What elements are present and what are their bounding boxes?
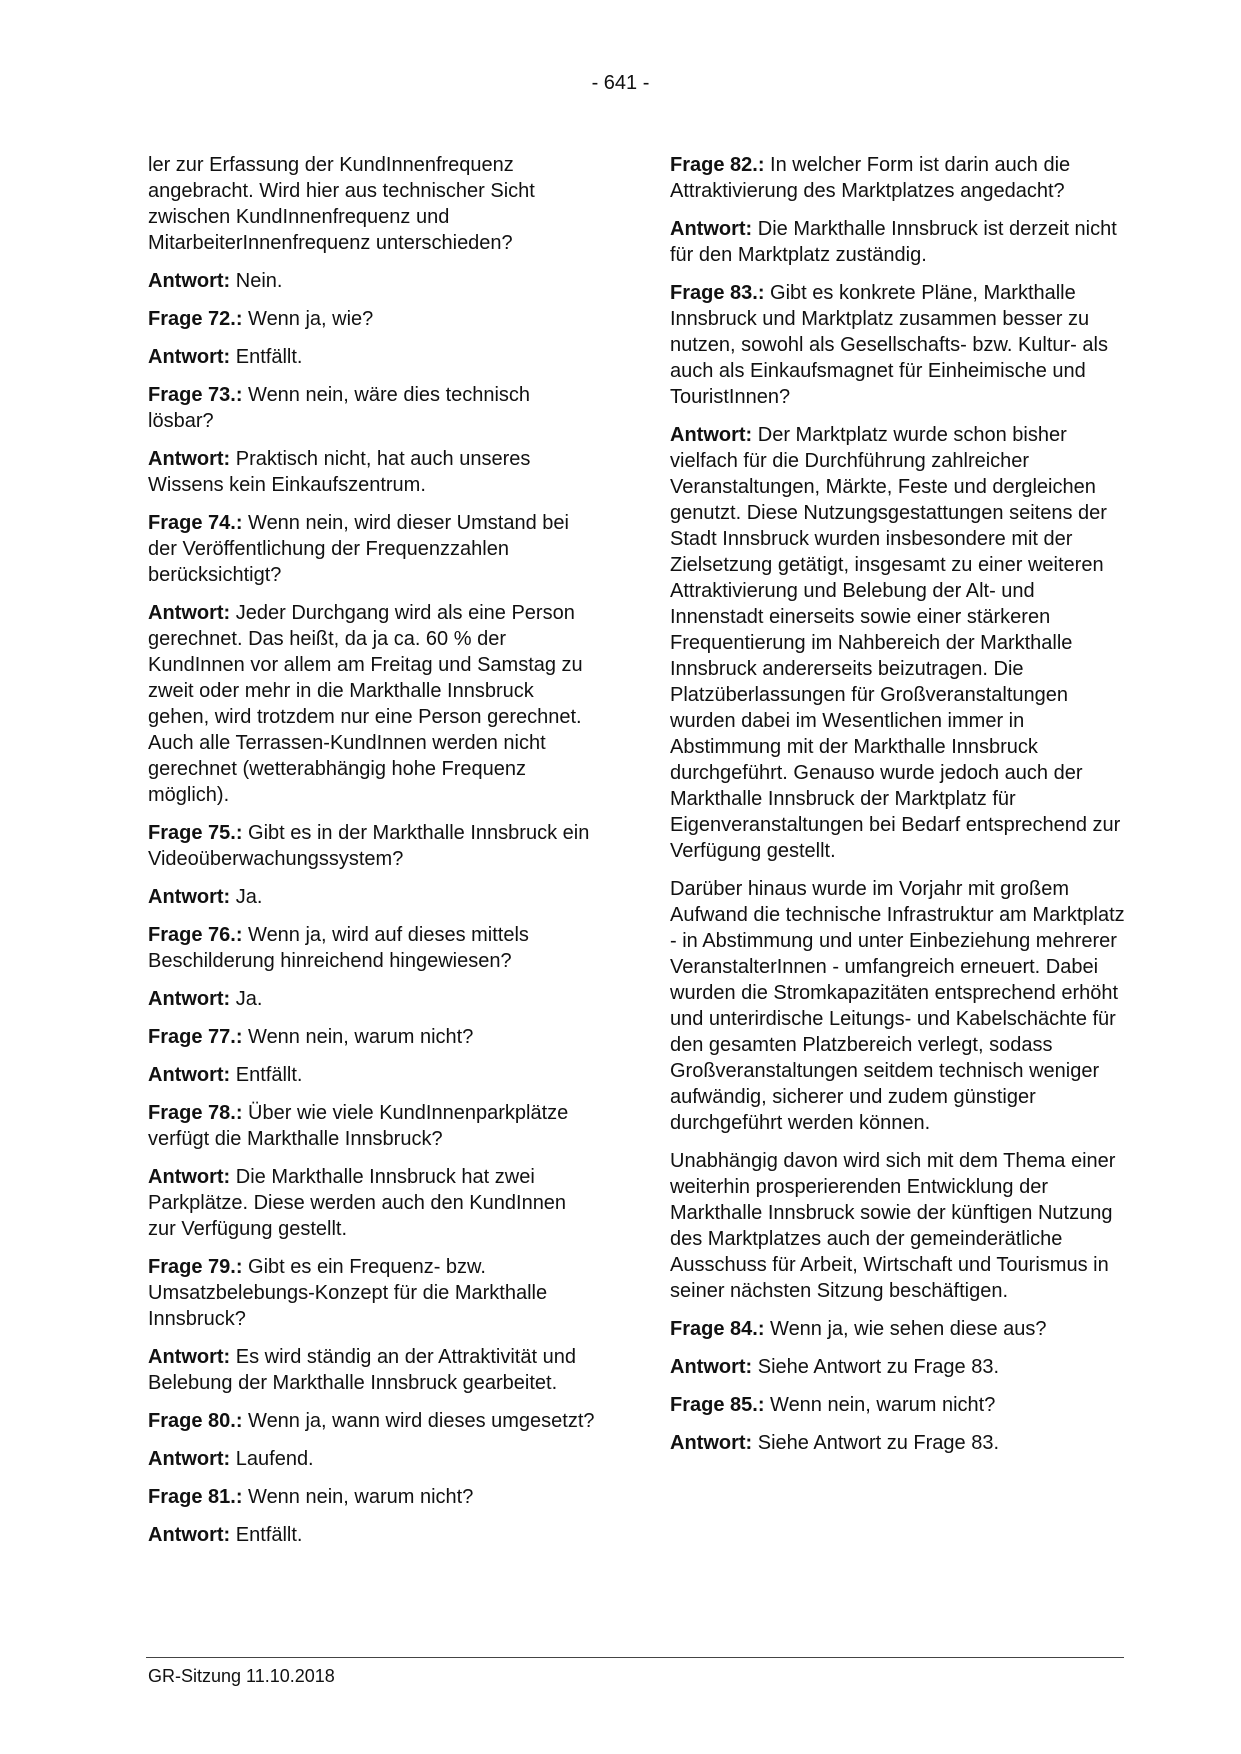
qa-label: Antwort: [148, 1346, 231, 1368]
qa-text: Darüber hinaus wurde im Vorjahr mit großem Aufwand die technische Infrastruktur am Marktplatz - in Abstimmung und unter Einbeziehung mehrerer VeranstalterInnen - umfangreich erneuert. Dabei wurden die Stromkapazitäten entsprechend erhöht und unterirdische Leitungs- und Kabelschächte für den gesamten Platzbereich verlegt, sodass Großveranstaltungen seitdem technisch weniger aufwändig, sicherer und zudem günstiger durchgeführt werden können. [670, 878, 1125, 1134]
qa-text: Wenn nein, warum nicht? [770, 1394, 996, 1416]
qa-label: Antwort: [148, 602, 231, 624]
qa-text: Wenn ja, wann wird dieses umgesetzt? [248, 1410, 595, 1432]
qa-label: Antwort: [148, 1448, 231, 1470]
qa-paragraph [148, 1062, 598, 1088]
qa-label: Antwort: [670, 218, 753, 240]
qa-label: Antwort: [148, 1064, 231, 1086]
qa-text: Laufend. [235, 1448, 314, 1470]
qa-label: Frage 80.: [148, 1410, 243, 1432]
qa-label: Antwort: [670, 1356, 753, 1378]
qa-label: Frage 74.: [148, 512, 243, 534]
qa-label: Antwort: [148, 1166, 231, 1188]
qa-label: Frage 79.: [148, 1256, 243, 1278]
qa-paragraph [148, 884, 598, 910]
qa-label: Frage 83.: [670, 282, 765, 304]
qa-paragraph [148, 446, 598, 498]
qa-paragraph [148, 1522, 598, 1548]
qa-text: Wenn nein, warum nicht? [248, 1486, 474, 1508]
qa-paragraph [670, 216, 1125, 268]
qa-paragraph [148, 382, 598, 434]
qa-label: Frage 75.: [148, 822, 243, 844]
footer-session-date: GR-Sitzung 11.10.2018 [148, 1666, 335, 1686]
qa-paragraph [148, 152, 598, 256]
qa-text: ler zur Erfassung der KundInnenfrequenz angebracht. Wird hier aus technischer Sicht zwischen KundInnenfrequenz und MitarbeiterInnenfrequenz unterschieden? [148, 154, 535, 254]
qa-text: Nein. [235, 270, 283, 292]
qa-label: Frage 72.: [148, 308, 243, 330]
qa-text: Wenn ja, wie sehen diese aus? [770, 1318, 1047, 1340]
page-number: - 641 - [591, 72, 650, 94]
qa-paragraph [670, 1392, 1125, 1418]
qa-text: Wenn ja, wird auf dieses mittels Beschilderung hinreichend hingewiesen? [148, 924, 529, 972]
qa-text: Der Marktplatz wurde schon bisher vielfach für die Durchführung zahlreicher Veranstaltungen, Märkte, Feste und dergleichen genutzt. Diese Nutzungsgestattungen seitens der Stadt Innsbruck wurden insbesondere mit der Zielsetzung getätigt, insgesamt zu einer weiteren Attraktivierung und Belebung der Alt- und Innenstadt einerseits sowie einer stärkeren Frequentierung im Nahbereich der Markthalle Innsbruck andererseits beizutragen. Die Platzüberlassungen für Großveranstaltungen wurden dabei im Wesentlichen immer in Abstimmung mit der Markthalle Innsbruck durchgeführt. Genauso wurde jedoch auch der Markthalle Innsbruck der Marktplatz für Eigenveranstaltungen bei Bedarf entsprechend zur Verfügung gestellt. [670, 424, 1121, 862]
qa-text: Unabhängig davon wird sich mit dem Thema einer weiterhin prosperierenden Entwicklung der Markthalle Innsbruck sowie der künftigen Nutzung des Marktplatzes auch der gemeinderätliche Ausschuss für Arbeit, Wirtschaft und Tourismus in seiner nächsten Sitzung beschäftigen. [670, 1150, 1116, 1302]
qa-text: Gibt es ein Frequenz- bzw. Umsatzbelebungs-Konzept für die Markthalle Innsbruck? [148, 1256, 548, 1330]
qa-label: Frage 76.: [148, 924, 243, 946]
qa-label: Frage 77.: [148, 1026, 243, 1048]
qa-paragraph [148, 986, 598, 1012]
qa-label: Frage 85.: [670, 1394, 765, 1416]
qa-text: Entfällt. [235, 1064, 303, 1086]
qa-paragraph [670, 1316, 1125, 1342]
qa-paragraph [148, 600, 598, 808]
qa-text: Praktisch nicht, hat auch unseres Wissens kein Einkaufszentrum. [148, 448, 531, 496]
qa-label: Frage 78.: [148, 1102, 243, 1124]
qa-paragraph [148, 268, 598, 294]
qa-label: Antwort: [148, 886, 231, 908]
qa-paragraph [670, 876, 1125, 1136]
qa-label: Antwort: [148, 448, 231, 470]
qa-paragraph [148, 1484, 598, 1510]
qa-label: Antwort: [148, 270, 231, 292]
qa-text: Wenn nein, wird dieser Umstand bei der Veröffentlichung der Frequenzzahlen berücksichtigt? [148, 512, 569, 586]
qa-text: Siehe Antwort zu Frage 83. [757, 1432, 1000, 1454]
qa-paragraph [148, 1024, 598, 1050]
qa-paragraph [670, 1148, 1125, 1304]
qa-text: Gibt es konkrete Pläne, Markthalle Innsbruck und Marktplatz zusammen besser zu nutzen, sowohl als Gesellschafts- bzw. Kultur- als auch als Einkaufsmagnet für Einheimische und TouristInnen? [670, 282, 1108, 408]
qa-text: Wenn nein, wäre dies technisch lösbar? [148, 384, 531, 432]
qa-label: Antwort: [148, 346, 231, 368]
qa-text: Gibt es in der Markthalle Innsbruck ein Videoüberwachungssystem? [148, 822, 590, 870]
qa-text: Wenn ja, wie? [248, 308, 374, 330]
qa-text: Siehe Antwort zu Frage 83. [757, 1356, 1000, 1378]
qa-text: Die Markthalle Innsbruck ist derzeit nicht für den Marktplatz zuständig. [670, 218, 1117, 266]
qa-paragraph [670, 1354, 1125, 1380]
qa-paragraph [148, 1408, 598, 1434]
qa-label: Frage 73.: [148, 384, 243, 406]
qa-label: Antwort: [148, 1524, 231, 1546]
qa-label: Antwort: [670, 1432, 753, 1454]
qa-label: Antwort: [670, 424, 753, 446]
qa-text: Es wird ständig an der Attraktivität und Belebung der Markthalle Innsbruck gearbeitet. [148, 1346, 576, 1394]
qa-text: Ja. [235, 886, 263, 908]
qa-label: Frage 82.: [670, 154, 765, 176]
qa-text: Über wie viele KundInnenparkplätze verfügt die Markthalle Innsbruck? [148, 1102, 569, 1150]
qa-paragraph [670, 280, 1125, 410]
qa-text: Die Markthalle Innsbruck hat zwei Parkplätze. Diese werden auch den KundInnen zur Verfügung gestellt. [148, 1166, 567, 1240]
qa-paragraph [670, 1430, 1125, 1456]
qa-paragraph [148, 820, 598, 872]
qa-paragraph [148, 1446, 598, 1472]
right-column [670, 152, 1125, 1468]
qa-paragraph [148, 922, 598, 974]
qa-paragraph [148, 1254, 598, 1332]
qa-paragraph [670, 422, 1125, 864]
qa-paragraph [148, 344, 598, 370]
qa-paragraph [670, 152, 1125, 204]
qa-text: Jeder Durchgang wird als eine Person gerechnet. Das heißt, da ja ca. 60 % der KundInnen vor allem am Freitag und Samstag zu zweit oder mehr in die Markthalle Innsbruck gehen, wird trotzdem nur eine Person gerechnet. Auch alle Terrassen-KundInnen werden nicht gerechnet (wetterabhängig hohe Frequenz möglich). [148, 602, 583, 806]
qa-paragraph [148, 1164, 598, 1242]
qa-paragraph [148, 510, 598, 588]
qa-paragraph [148, 1100, 598, 1152]
qa-text: Entfällt. [235, 1524, 303, 1546]
qa-label: Antwort: [148, 988, 231, 1010]
footer-divider [146, 1657, 1124, 1658]
qa-label: Frage 84.: [670, 1318, 765, 1340]
qa-text: Entfällt. [235, 346, 303, 368]
qa-text: Ja. [235, 988, 263, 1010]
qa-paragraph [148, 306, 598, 332]
left-column [148, 152, 598, 1560]
qa-paragraph [148, 1344, 598, 1396]
qa-text: In welcher Form ist darin auch die Attraktivierung des Marktplatzes angedacht? [670, 154, 1071, 202]
qa-label: Frage 81.: [148, 1486, 243, 1508]
qa-text: Wenn nein, warum nicht? [248, 1026, 474, 1048]
